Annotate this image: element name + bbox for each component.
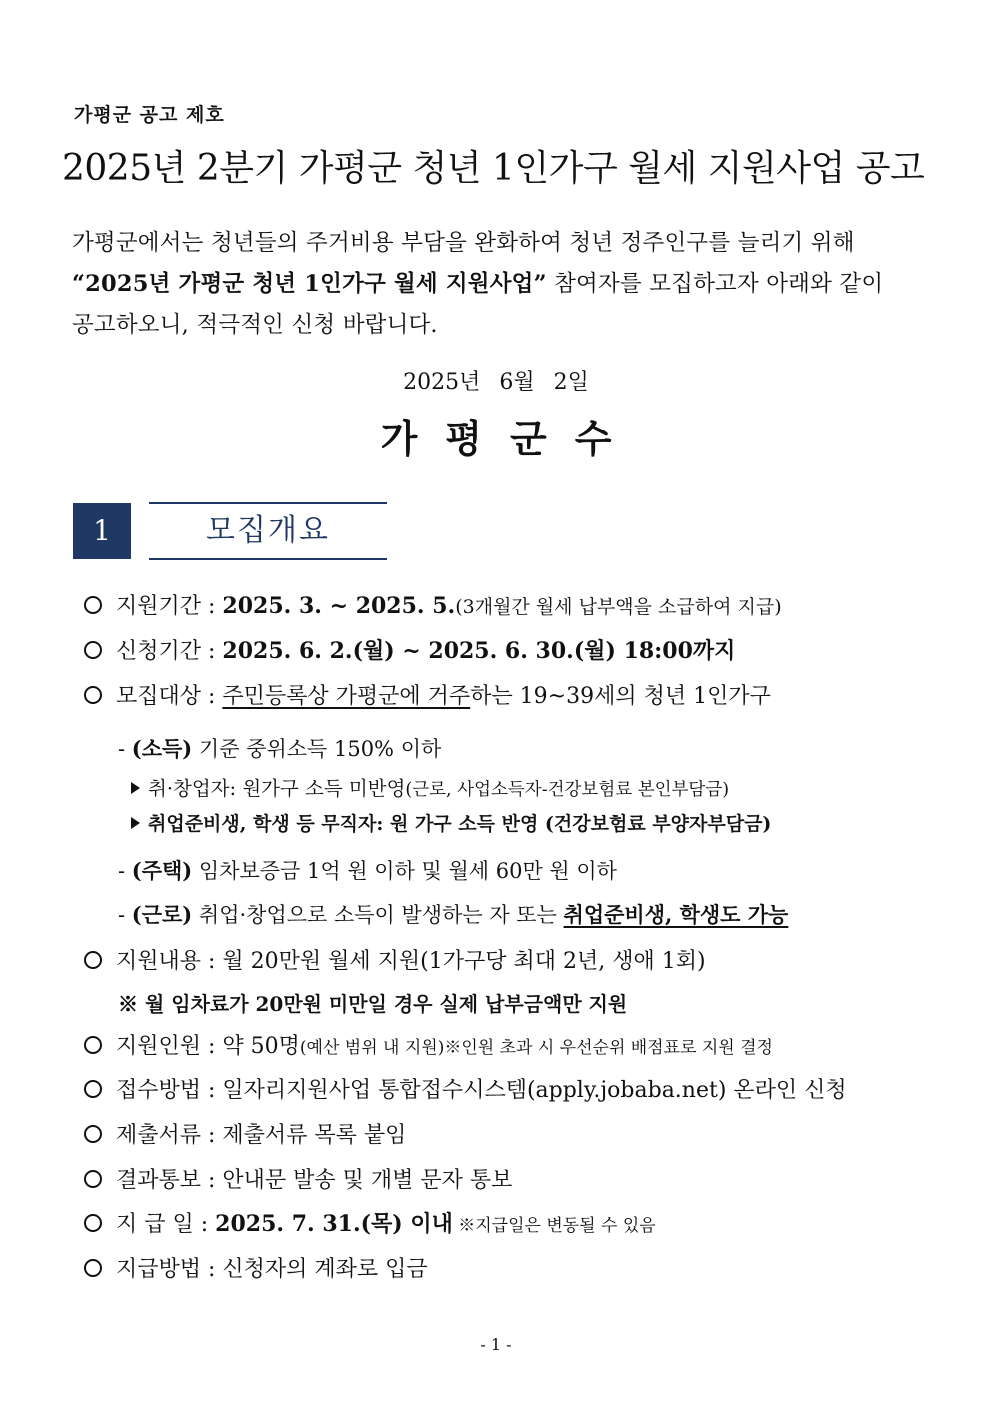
criteria-text: 기준 중위소득 150% 이하: [192, 737, 442, 761]
item-value: 2025. 7. 31.(목) 이내: [215, 1211, 453, 1237]
item-label: 지원인원 :: [116, 1034, 223, 1059]
triangle-bullet-icon: [131, 817, 140, 829]
dash: -: [118, 903, 132, 927]
item-support-content: [84, 944, 706, 975]
date-day: 2일: [553, 370, 589, 395]
item-note: (예산 범위 내 지원)※인원 초과 시 우선순위 배점표로 지원 결정: [299, 1038, 773, 1058]
program-name: “2025년 가평군 청년 1인가구 월세 지원사업”: [72, 271, 547, 297]
item-label: 결과통보 :: [116, 1168, 223, 1193]
intro-paragraph: [72, 223, 922, 346]
dash: -: [118, 737, 132, 761]
income-sub-2: [131, 809, 771, 836]
item-result: [84, 1163, 512, 1194]
circle-bullet-icon: [84, 1036, 102, 1054]
criteria-tag: (근로): [131, 902, 193, 927]
item-value: 신청자의 계좌로 입금: [222, 1257, 428, 1282]
item-note: ※지급일은 변동될 수 있음: [452, 1216, 656, 1236]
circle-bullet-icon: [84, 1080, 102, 1098]
item-apply-period: [84, 634, 735, 665]
item-value: 2025. 3. ~ 2025. 5.: [222, 593, 456, 619]
item-value: 하는 19~39세의 청년 1인가구: [470, 684, 771, 709]
item-payday: [84, 1207, 656, 1238]
criteria-work: [118, 899, 788, 929]
item-target: [84, 679, 771, 710]
item-label: 신청기간 :: [116, 639, 223, 664]
item-underlined: 주민등록상 가평군에 거주: [222, 684, 471, 709]
criteria-tag: (소득): [131, 736, 193, 761]
sub-note: (근로, 사업소득자-건강보험료 본인부담금): [405, 780, 730, 800]
item-paymethod: [84, 1252, 428, 1283]
criteria-text: 취업·창업으로 소득이 발생하는 자 또는: [192, 903, 564, 927]
item-label: 접수방법 :: [116, 1078, 223, 1103]
circle-bullet-icon: [84, 951, 102, 969]
item-reception: [84, 1073, 847, 1104]
item-value: 약 50명: [222, 1034, 300, 1059]
criteria-tag: (주택): [131, 858, 193, 883]
date-year: 2025년: [403, 370, 481, 395]
date-month: 6월: [499, 370, 535, 395]
item-value: 월 20만원 월세 지원(1가구당 최대 2년, 생애 1회): [222, 949, 706, 974]
page-number: - 1 -: [480, 1335, 512, 1354]
income-sub-1: [131, 773, 729, 801]
circle-bullet-icon: [84, 686, 102, 704]
item-label: 모집대상 :: [116, 684, 223, 709]
notice-number: 가평군 공고 제호: [74, 104, 225, 126]
circle-bullet-icon: [84, 1125, 102, 1143]
sub-text: 취업준비생, 학생 등 무직자: 원 가구 소득 반영 (건강보험료 부양자부담금): [148, 813, 772, 835]
item-documents: [84, 1118, 406, 1149]
triangle-bullet-icon: [131, 782, 140, 794]
item-support-period: [84, 589, 782, 620]
criteria-housing: [118, 855, 617, 885]
criteria-text: 임차보증금 1억 원 이하 및 월세 60만 원 이하: [192, 859, 617, 883]
content-note: ※ 월 임차료가 20만원 미만일 경우 실제 납부금액만 지원: [118, 992, 628, 1016]
issuer: 가평군수: [380, 416, 640, 461]
item-label: 지원내용 :: [116, 949, 223, 974]
intro-line-1: 가평군에서는 청년들의 주거비용 부담을 완화하여 청년 정주인구를 늘리기 위해: [72, 230, 855, 256]
item-value: 일자리지원사업 통합접수시스템(apply.jobaba.net) 온라인 신청: [222, 1078, 847, 1103]
circle-bullet-icon: [84, 1214, 102, 1232]
intro-line-2: [72, 264, 922, 305]
intro-line-3: 공고하오니, 적극적인 신청 바랍니다.: [72, 312, 438, 338]
circle-bullet-icon: [84, 1259, 102, 1277]
criteria-emphasis: 취업준비생, 학생도 가능: [563, 902, 789, 927]
criteria-income: [118, 733, 441, 763]
item-value: 제출서류 목록 붙임: [222, 1123, 407, 1148]
circle-bullet-icon: [84, 641, 102, 659]
item-note: (3개월간 월세 납부액을 소급하여 지급): [455, 596, 782, 618]
intro-line-2-rest: 참여자를 모집하고자 아래와 같이: [546, 271, 884, 297]
circle-bullet-icon: [84, 1170, 102, 1188]
page-title: 2025년 2분기 가평군 청년 1인가구 월세 지원사업 공고: [62, 148, 925, 189]
item-value: 2025. 6. 2.(월) ~ 2025. 6. 30.(월) 18:00까지: [222, 638, 736, 664]
item-label: 지원기간 :: [116, 594, 223, 619]
sub-text: 취·창업자: 원가구 소득 미반영: [148, 777, 406, 800]
item-value: 안내문 발송 및 개별 문자 통보: [222, 1168, 513, 1193]
announcement-date: [0, 365, 992, 396]
item-label: 제출서류 :: [116, 1123, 223, 1148]
item-label: 지 급 일 :: [116, 1212, 216, 1237]
section-number: 1: [73, 503, 131, 559]
circle-bullet-icon: [84, 596, 102, 614]
item-label: 지급방법 :: [116, 1257, 223, 1282]
section-title: 모집개요: [149, 502, 387, 560]
item-headcount: [84, 1029, 773, 1060]
dash: -: [118, 859, 132, 883]
